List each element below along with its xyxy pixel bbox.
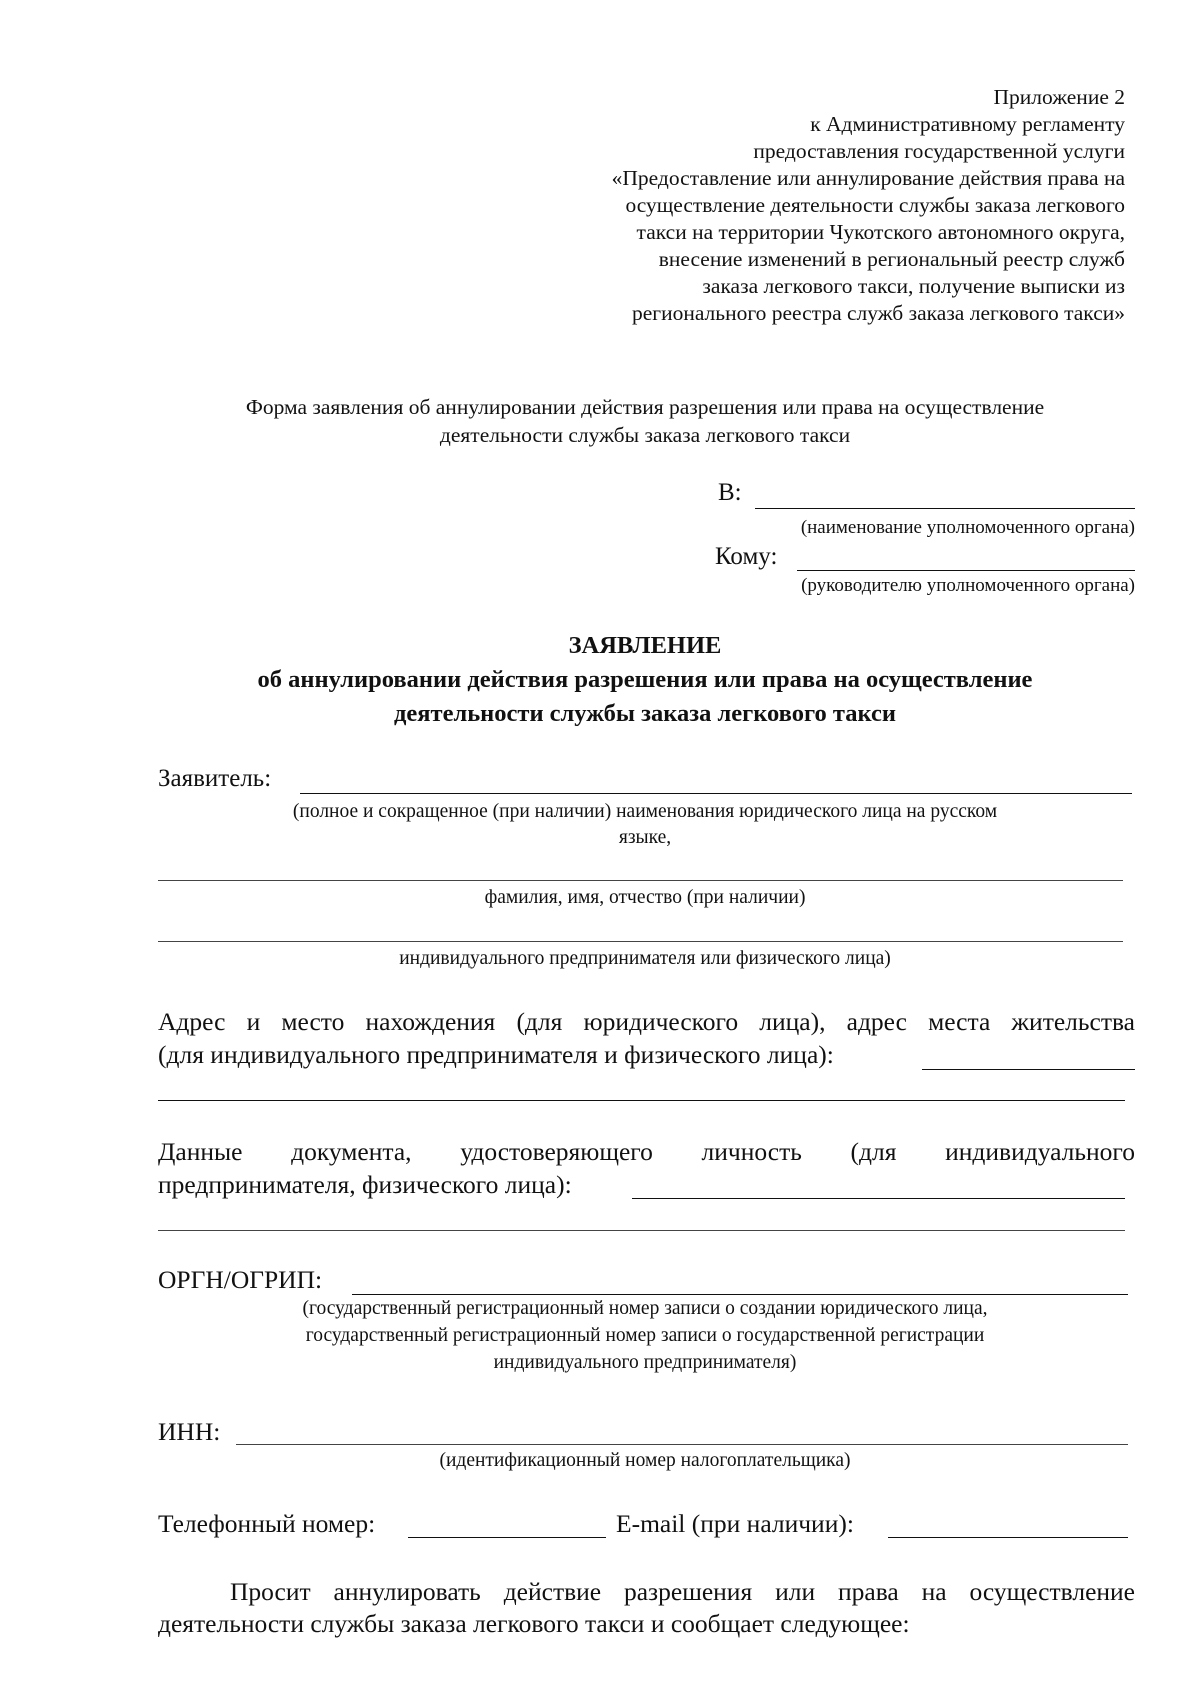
whom-caption: (руководителю уполномоченного органа) [801,575,1135,596]
ogrn-caption3: индивидуального предпринимателя) [493,1352,797,1373]
id-document-line1: Данные документа, удостоверяющего личность (для индивидуального [158,1137,1135,1166]
annex-line: предоставления государственной услуги [753,139,1125,163]
address-field-1[interactable] [922,1069,1135,1070]
address-line1: Адрес и место нахождения (для юридического лица), адрес места жительства [158,1007,1135,1036]
annex-line: к Административному регламенту [810,112,1125,136]
applicant-label: Заявитель: [158,765,272,792]
ogrn-caption1: (государственный регистрационный номер записи о создании юридического лица, [302,1298,988,1319]
ogrn-label: ОРГН/ОГРИП: [158,1265,323,1294]
annex-line: регионального реестра служб заказа легкового такси» [631,301,1125,325]
phone-field[interactable] [408,1537,606,1538]
email-field[interactable] [888,1537,1128,1538]
inn-field[interactable] [236,1444,1128,1445]
id-document-line2: предпринимателя, физического лица): [158,1170,572,1199]
annex-line: Приложение 2 [993,85,1125,109]
address-field-2[interactable] [158,1100,1125,1101]
document-subtitle-line2: деятельности службы заказа легкового такси [394,700,896,727]
applicant-caption1b: языке, [618,827,672,848]
annex-line: такси на территории Чукотского автономного округа, [636,220,1125,244]
annex-line: внесение изменений в региональный реестр служб [658,247,1125,271]
id-document-field-1[interactable] [632,1198,1125,1199]
annex-line: осуществление деятельности службы заказа легкового [625,193,1125,217]
applicant-field-3[interactable] [158,941,1123,942]
form-title-line2: деятельности службы заказа легкового такси [439,423,851,447]
document-title: ЗАЯВЛЕНИЕ [568,632,722,659]
form-title-line1: Форма заявления об аннулировании действия разрешения или права на осуществление [245,395,1045,419]
ogrn-caption2: государственный регистрационный номер записи о государственной регистрации [305,1325,985,1346]
to-field[interactable] [755,508,1135,509]
applicant-caption1a: (полное и сокращенное (при наличии) наименования юридического лица на русском [292,801,998,822]
request-line2: деятельности службы заказа легкового такси и сообщает следующее: [158,1609,910,1638]
applicant-caption2: фамилия, имя, отчество (при наличии) [484,887,806,908]
annex-line: заказа легкового такси, получение выписки из [702,274,1125,298]
id-document-field-2[interactable] [158,1230,1125,1231]
address-line2: (для индивидуального предпринимателя и физического лица): [158,1040,834,1069]
to-caption: (наименование уполномоченного органа) [800,517,1135,538]
applicant-caption3: индивидуального предпринимателя или физического лица) [399,948,891,969]
inn-label: ИНН: [158,1417,221,1446]
ogrn-field[interactable] [352,1294,1128,1295]
inn-caption: (идентификационный номер налогоплательщика) [439,1450,851,1471]
request-line1: Просит аннулировать действие разрешения или права на осуществление [230,1577,1135,1606]
applicant-field[interactable] [300,793,1132,794]
phone-label: Телефонный номер: [158,1509,376,1538]
email-label: E-mail (при наличии): [616,1509,854,1538]
annex-line: «Предоставление или аннулирование действия права на [611,166,1125,190]
whom-label: Кому: [715,543,778,570]
to-label: В: [718,479,742,506]
whom-field[interactable] [797,570,1135,571]
document-subtitle-line1: об аннулировании действия разрешения или права на осуществление [257,666,1033,693]
applicant-field-2[interactable] [158,880,1123,881]
